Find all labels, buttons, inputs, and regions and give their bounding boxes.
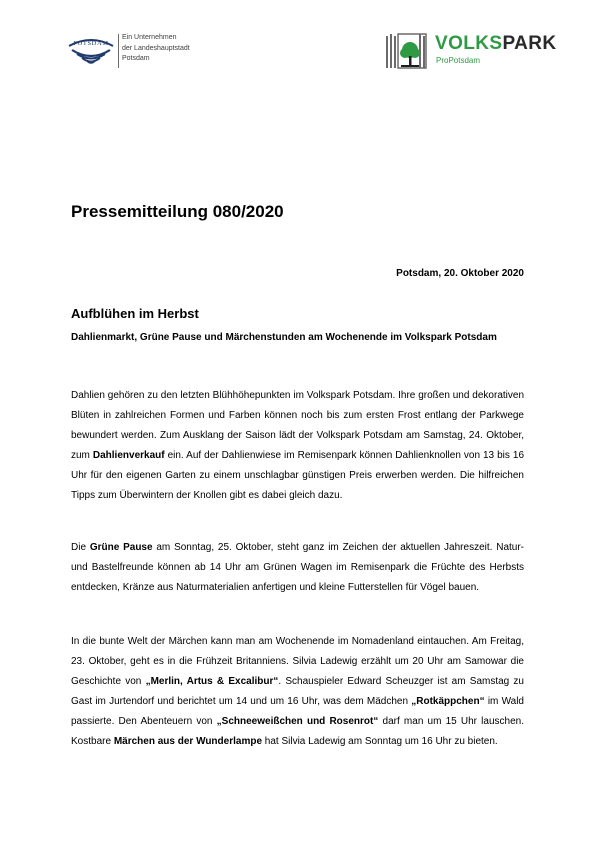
p1-text-a: Dahlien gehören zu den letzten Blühhöhepunkten im Volkspark Potsdam. Ihre großen und dekorativen Blüten in zahlreichen Formen und Farben können noch bis zum ersten Frost entlang der Parkwege bewundert werden. Zum Ausklang der Saison lädt der Volkspark Potsdam am Samstag, 24. Oktober, zum	[71, 390, 524, 461]
p1-text-c: ein. Auf der Dahlienwiese im Remisenpark können Dahlienknollen von 13 bis 16 Uhr für den eigenen Garten zu einem unschlagbar günstigen Preis erwerben werden. Die hilfreichen Tipps zum Überwintern der Knollen gibt es dabei gleich dazu.	[71, 450, 525, 501]
p2-bold-gruene-pause: Grüne Pause	[89, 542, 153, 553]
potsdam-emblem-icon	[66, 32, 116, 68]
headline: Aufblühen im Herbst	[71, 306, 199, 321]
city-line-3: Potsdam	[122, 55, 150, 62]
paragraph-gruene-pause	[71, 538, 524, 598]
city-line-1: Ein Unternehmen	[122, 34, 177, 41]
wordmark-volks: VOLKS	[435, 33, 503, 54]
p3-text-c: . Schauspieler Edward Scheuzger ist am Samstag zu Gast im Jurtendorf und berichtet um 14 und um 16 Uhr, was dem Mädchen	[71, 676, 524, 707]
p2-text-a: Die	[71, 542, 90, 553]
volkspark-wordmark	[435, 33, 556, 55]
wordmark-park: PARK	[502, 33, 557, 54]
paragraph-dahlien	[71, 386, 524, 506]
city-affiliation	[122, 33, 190, 65]
potsdam-logo-text: POTSDAM	[73, 40, 109, 47]
p3-text-e: im Wald passierte. Den Abenteuern von	[71, 696, 524, 727]
header-divider	[118, 34, 119, 68]
page-title: Pressemitteilung 080/2020	[71, 202, 284, 221]
p3-text-i: hat Silvia Ladewig am Sonntag um 16 Uhr zu bieten.	[262, 736, 498, 747]
p2-text-c: am Sonntag, 25. Oktober, steht ganz im Zeichen der aktuellen Jahreszeit. Natur- und Bastelfreunde können ab 14 Uhr am Grünen Wagen im Remisenpark die Früchte des Herbsts entdecken, Kränze aus Naturmaterialien anfertigen und kleine Futterstellen für Vögel bauen.	[71, 542, 525, 593]
p3-bold-wunderlampe: Märchen aus der Wunderlampe	[113, 736, 263, 747]
dateline: Potsdam, 20. Oktober 2020	[396, 268, 524, 279]
p3-bold-rotkaeppchen: „Rotkäppchen“	[411, 696, 485, 707]
p3-bold-merlin: „Merlin, Artus & Excalibur“	[145, 676, 279, 687]
p3-text-a: In die bunte Welt der Märchen kann man am Wochenende im Nomadenland eintauchen. Am Freitag, 23. Oktober, geht es in die Frühzeit Britanniens. Silvia Ladewig erzählt um 20 Uhr am Samowar die Geschichte von	[71, 636, 524, 687]
p3-text-g: darf man um 15 Uhr lauschen. Kostbare	[71, 716, 524, 747]
paragraph-maerchen	[71, 632, 524, 752]
p3-bold-schneeweisschen: „Schneeweißchen und Rosenrot“	[216, 716, 379, 727]
volkspark-tree-icon	[384, 32, 428, 70]
city-line-2: der Landeshauptstadt	[122, 44, 190, 52]
subheadline: Dahlienmarkt, Grüne Pause und Märchenstunden am Wochenende im Volkspark Potsdam	[71, 332, 497, 343]
p1-bold-dahlienverkauf: Dahlienverkauf	[92, 450, 165, 461]
propotsdam-label: ProPotsdam	[436, 56, 481, 65]
